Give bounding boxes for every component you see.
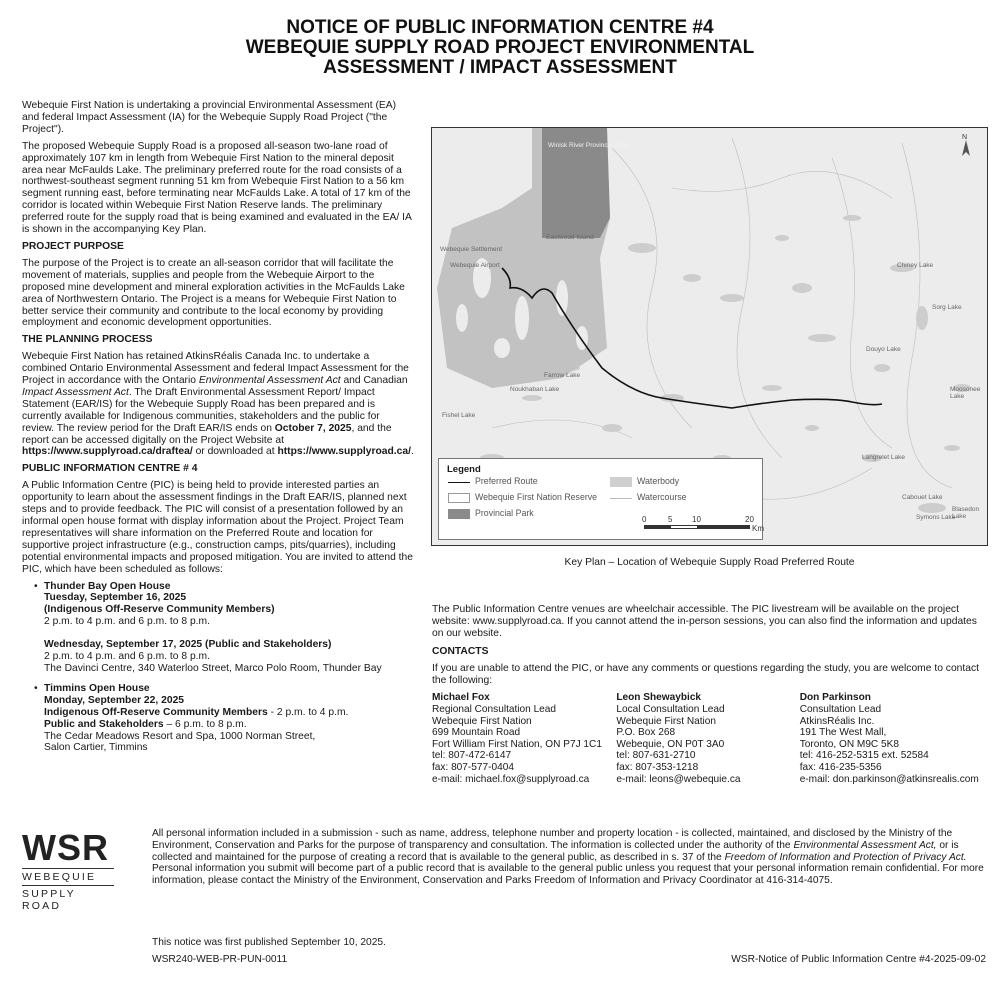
left-column [22,100,414,762]
scale-label-5: 5 [668,515,673,524]
wsr-logo [22,827,114,912]
map-label-eastwood: Eastwood Island [546,234,594,241]
pic-heading: PUBLIC INFORMATION CENTRE # 4 [22,463,198,475]
document-code: WSR240-WEB-PR-PUN-0011 [152,954,288,965]
right-column [432,604,988,785]
list-item-thunder-bay: • Thunder Bay Open House Tuesday, September 16, 2025 (Indigenous Off-Reserve Community Members) 2 p.m. to 4 p.m. and 6 p.m. to 8 p.m. Wednesday, September 17, 2025 (Public and Stakeholders) 2 p.m. to 4 p.m. and 6 p.m. to 8 p.m. The Davinci Centre, 340 Waterloo Street, Marco Polo Room, Thunder Bay [34,580,382,674]
scale-unit: Km [752,524,764,533]
title-line-3: ASSESSMENT / IMPACT ASSESSMENT [323,57,677,78]
map-label-lake-8: Blasedon Lake [952,506,980,520]
legend-title: Legend [447,464,481,475]
intro-paragraph-2: The proposed Webequie Supply Road is a proposed all-season two-lane road of approximately 107 km in length from Webequie First Nation to the mineral deposit area near McFaulds Lake. The preliminary preferred route for the road consists of a northwest-southeast segment running 51 km from Webequie First Nation to a 56 km segment running east, before terminating near McFaulds Lake. A total of 17 km of the corridor is located within Webequie First Nation Reserve lands. The preliminary preferred route for the supply road that is being examined and evaluated in the EA/ IA is shown in the accompanying Key Plan. [22,140,412,236]
legend-waterbody-swatch [610,477,632,487]
map-label-lake-9: Farrow Lake [544,372,581,379]
purpose-heading: PROJECT PURPOSE [22,240,124,252]
map-label-lake-7: Symons Lake [916,514,956,521]
key-plan-map [431,127,988,546]
contact-email[interactable]: e-mail: don.parkinson@atkinsrealis.com [799,773,979,785]
pic-schedule-list [34,580,414,755]
draft-ea-link[interactable]: https://www.supplyroad.ca/draftea/ [22,446,193,458]
title-line-1: NOTICE OF PUBLIC INFORMATION CENTRE #4 [286,17,714,38]
north-label: N [962,134,968,141]
scale-label-20: 20 [745,515,754,524]
bullet-icon: • [34,682,38,694]
map-label-lake-6: Cabouet Lake [902,494,943,501]
contact-card: Michael Fox Regional Consultation Lead Webequie First Nation 699 Mountain Road Fort William First Nation, ON P7J 1C1 tel: 807-472-6147 fax: 807-577-0404 e-mail: michael.fox@supplyroad.ca [432,692,616,785]
legend-waterbody-label: Waterbody [637,476,680,486]
contacts-intro: If you are unable to attend the PIC, or have any comments or questions regarding the study, you are welcome to contact the following: [432,662,979,686]
logo-line-1: WEBEQUIE [22,871,97,883]
privacy-notice: All personal information included in a submission - such as name, address, telephone number and property location - is collected, maintained, and disclosed by the Ministry of the Environment, Conservation and Parks for the purpose of transparency and consultation. The information is collected under the authority of the Environmental Assessment Act, or is collected and maintained for the purpose of creating a record that is available to the general public, as described in s. 37 of the Freedom of Information and Protection of Privacy Act. Personal information you submit will become part of a public record that is available to the general public unless you request that your personal information remain confidential. For more information, please contact the Ministry of the Environment, Conservation and Parks Freedom of Information and Privacy Coordinator at 416-314-4075. [152,828,984,887]
intro-paragraph-1: Webequie First Nation is undertaking a provincial Environmental Assessment (EA) and federal Impact Assessment (IA) for the Webequie Supply Road Project ("the Project"). [22,100,397,135]
legend-watercourse-swatch [610,498,632,499]
map-label-lake-4: Moosonee Lake [950,386,981,400]
map-caption: Key Plan – Location of Webequie Supply Road Preferred Route [564,557,855,568]
title-line-2: WEBEQUIE SUPPLY ROAD PROJECT ENVIRONMENTAL [245,37,755,58]
map-label-park: Winisk River Provincial Park [548,142,630,149]
contacts-list [432,692,988,785]
map-label-lake-10: Noukhaban Lake [510,386,560,393]
document-reference: WSR-Notice of Public Information Centre #4-2025-09-02 [731,954,986,965]
bullet-icon: • [34,580,38,592]
legend-route-swatch [448,482,470,483]
legend-park-label: Provincial Park [475,508,534,518]
map-label-settlement: Webequie Settlement [440,246,503,253]
logo-line-2: SUPPLY ROAD [22,888,76,912]
pic-paragraph: A Public Information Centre (PIC) is being held to provide interested parties an opportunity to learn about the assessment findings in the Draft EAR/IS, planned next steps and to provide feedback. The PIC will consist of a presentation followed by an informal open house format with display information about the Project. Project Team representatives will share information on the Preferred Route and location for supportive project infrastructure (e.g., construction camps, pits/quarries), including potential environmental impacts and proposed mitigation. You are invited to attend the PIC, which have been scheduled as follows: [22,480,413,575]
legend-reserve-label: Webequie First Nation Reserve [475,492,598,502]
contacts-heading: CONTACTS [432,645,489,657]
scale-label-0: 0 [642,515,647,524]
map-label-airport: Webequie Airport [450,262,500,269]
map-label-lake-2: Sorg Lake [932,304,962,311]
logo-wordmark: WSR [22,827,109,868]
map-label-lake-5: Langrelet Lake [862,454,906,461]
contact-card: Leon Shewaybick Local Consultation Lead Webequie First Nation P.O. Box 268 Webequie, ON P0T 3A0 tel: 807-631-2710 fax: 807-353-1218 e-mail: leons@webequie.ca [616,692,799,785]
map-label-lake-1: Chiney Lake [897,262,934,269]
published-date: This notice was first published September 10, 2025. [152,937,386,948]
scale-label-10: 10 [692,515,701,524]
list-item-timmins: • Timmins Open House Monday, September 22, 2025 Indigenous Off-Reserve Community Members - 2 p.m. to 4 p.m. Public and Stakeholders – 6 p.m. to 8 p.m. The Cedar Meadows Resort and Spa, 1000 Norman Street, Salon Cartier, Timmins [34,682,349,754]
map-legend [438,458,763,540]
planning-paragraph: Webequie First Nation has retained AtkinsRéalis Canada Inc. to undertake a combined Ontario Environmental Assessment and federal Impact Assessment for the Project in accordance with the Ontario Environmental Assessment Act and Canadian Impact Assessment Act. The Draft Environmental Assessment Report/ Impact Statement (EAR/IS) for the Webequie Supply Road has been prepared and is currently available for Indigenous communities, stakeholders and the public for review. The review period for the Draft EAR/IS ends on October 7, 2025, and the report can be accessed digitally on the Project Website at https://www.supplyroad.ca/draftea/ or downloaded at https://www.supplyroad.ca/. [22,351,414,458]
supplyroad-link[interactable]: https://www.supplyroad.ca/ [277,446,411,458]
purpose-paragraph: The purpose of the Project is to create an all-season corridor that will facilitate the movement of materials, supplies and people from the Webequie Airport to the proposed mine development and mineral exploration activities in the McFaulds Lake area of Northwestern Ontario. The Project is a means for Webequie First Nation to better service their community and contribute to the local economy by providing employment and economic development opportunities. [22,257,405,329]
notice-title [0,18,1000,78]
planning-heading: THE PLANNING PROCESS [22,334,153,346]
legend-route-label: Preferred Route [475,476,538,486]
contact-email[interactable]: e-mail: leons@webequie.ca [616,773,741,785]
map-label-lake-11: Fishel Lake [442,412,476,419]
contact-card: Don Parkinson Consultation Lead AtkinsRéalis Inc. 191 The West Mall, Toronto, ON M9C 5K8 tel: 416-252-5315 ext. 52584 fax: 416-235-5356 e-mail: don.parkinson@atkinsrealis.com [800,692,988,785]
venue-note: The Public Information Centre venues are wheelchair accessible. The PIC livestream will be available on the project website: www.supplyroad.ca. If you cannot attend the in-person sessions, you can also find the information and updates on our website. [432,604,977,639]
legend-watercourse-label: Watercourse [637,492,687,502]
legend-park-swatch [448,509,470,519]
legend-reserve-swatch [448,493,470,503]
map-label-lake-3: Douyo Lake [866,346,901,353]
contact-email[interactable]: e-mail: michael.fox@supplyroad.ca [432,773,590,785]
